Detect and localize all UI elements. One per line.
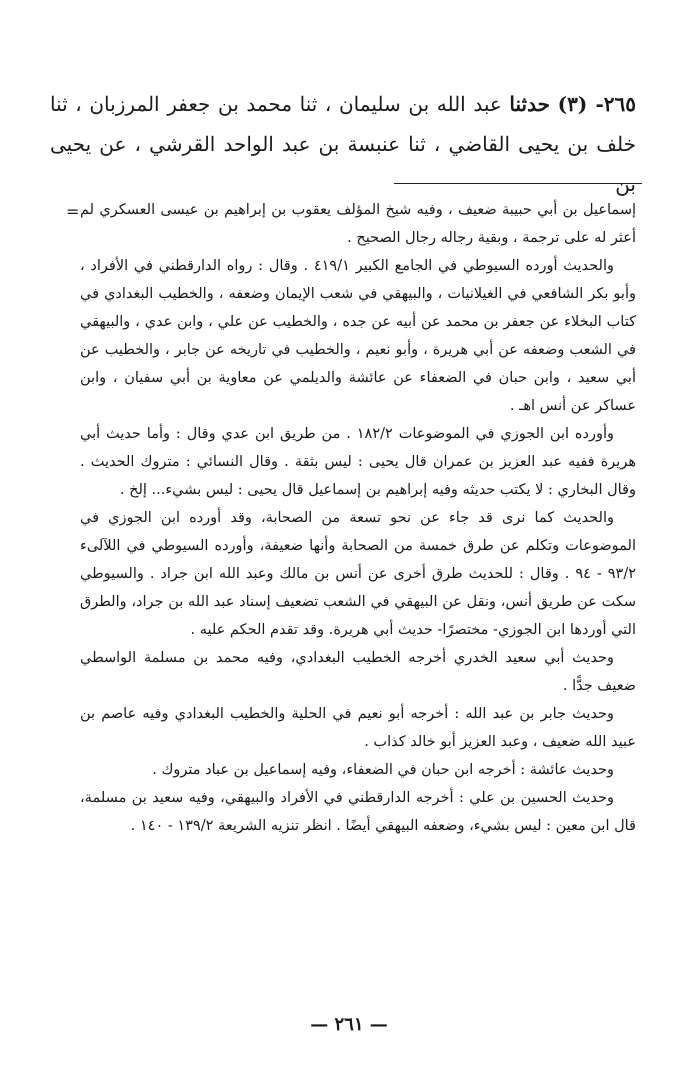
footnote-paragraph: إسماعيل بن أبي حبيبة ضعيف ، وفيه شيخ المؤلف يعقوب بن إبراهيم بن عيسى العسكري لم أعثر له على ترجمة ، وبقية رجاله رجال الصحيح . bbox=[80, 202, 636, 246]
hadith-text: ٢٦٥- (٣) حدثنا عبد الله بن سليمان ، ثنا محمد بن جعفر المرزبان ، ثنا خلف بن يحيى القاضي ، ثنا عنبسة بن عبد الواحد القرشي ، عن يحيى بن bbox=[50, 92, 637, 196]
footnote-paragraph: وأورده ابن الجوزي في الموضوعات ١٨٢/٢ . من طريق ابن عدي وقال : وأما حديث أبي هريرة ففيه عبد العزيز بن عمران قال يحيى : ليس بثقة . وقال النسائي : متروك الحديث . وقال البخاري : لا يكتب حديثه وفيه إبراهيم بن إسماعيل قال يحيى : ليس بشيء... إلخ . bbox=[80, 426, 636, 498]
hadith-footnote-ref: (٣) bbox=[557, 92, 588, 116]
page-number: — ٢٦١ — bbox=[310, 1014, 388, 1035]
footnote-paragraph: وحديث الحسين بن علي : أخرجه الدارقطني في الأفراد والبيهقي، وفيه سعيد بن مسلمة، قال ابن معين : ليس بشيء، وضعفه البيهقي أيضًا . انظر تنزيه الشريعة ١٣٩/٢ - ١٤٠ . bbox=[80, 790, 636, 834]
hadith-number: ٢٦٥ bbox=[603, 92, 637, 116]
footnote-paragraph: والحديث أورده السيوطي في الجامع الكبير ٤١٩/١ . وقال : رواه الدارقطني في الأفراد ، وأبو بكر الشافعي في الغيلانيات ، والبيهقي في شعب الإيمان وضعفه ، والخطيب البغدادي في كتاب البخلاء عن جعفر بن محمد عن أبيه عن جده ، والخطيب عن علي ، وابن عدي ، والبيهقي في الشعب وضعفه عن أبي هريرة ، وأبو نعيم ، والخطيب في تاريخه عن جابر ، والخطيب عن أبي سعيد ، وابن حبان في الضعفاء عن عائشة والديلمي عن معاوية بن أبي سفيان ، وابن عساكر عن أنس اهـ . bbox=[80, 258, 636, 414]
footnote-paragraph: والحديث كما نرى قد جاء عن نحو تسعة من الصحابة، وقد أورده ابن الجوزي في الموضوعات وتكلم عن طرق خمسة من الصحابة وأنها ضعيفة، وأورده السيوطي في اللآلىء ٩٣/٢ - ٩٤ . وقال : للحديث طرق أخرى عن أنس بن مالك وعبد الله ابن جراد . والسيوطي سكت عن طريق أنس، ونقل عن البيهقي في الشعب تضعيف إسناد عبد الله بن جراد، والطرق التي أوردها ابن الجوزي- مختصرًا- حديث أبي هريرة. وقد تقدم الحكم عليه . bbox=[80, 510, 636, 638]
footnote-paragraph: وحديث عائشة : أخرجه ابن حبان في الضعفاء، وفيه إسماعيل بن عباد متروك . bbox=[152, 762, 614, 778]
hadith-chain: عبد الله بن سليمان ، ثنا محمد بن جعفر المرزبان ، ثنا خلف بن يحيى القاضي ، ثنا عنبسة بن عبد الواحد القرشي ، عن يحيى بن bbox=[50, 92, 636, 196]
footnote-separator bbox=[394, 183, 642, 184]
footnote-paragraph: وحديث أبي سعيد الخدري أخرجه الخطيب البغدادي، وفيه محمد بن مسلمة الواسطي ضعيف جدًّا . bbox=[80, 650, 636, 694]
footnotes bbox=[80, 196, 636, 840]
footnote-paragraph: وحديث جابر بن عبد الله : أخرجه أبو نعيم في الحلية والخطيب البغدادي وفيه عاصم بن عبيد الله ضعيف ، وعبد العزيز أبو خالد كذاب . bbox=[80, 706, 636, 750]
hadith-header-word: حدثنا bbox=[509, 92, 550, 116]
footnote-continuation-mark: = bbox=[66, 202, 80, 221]
